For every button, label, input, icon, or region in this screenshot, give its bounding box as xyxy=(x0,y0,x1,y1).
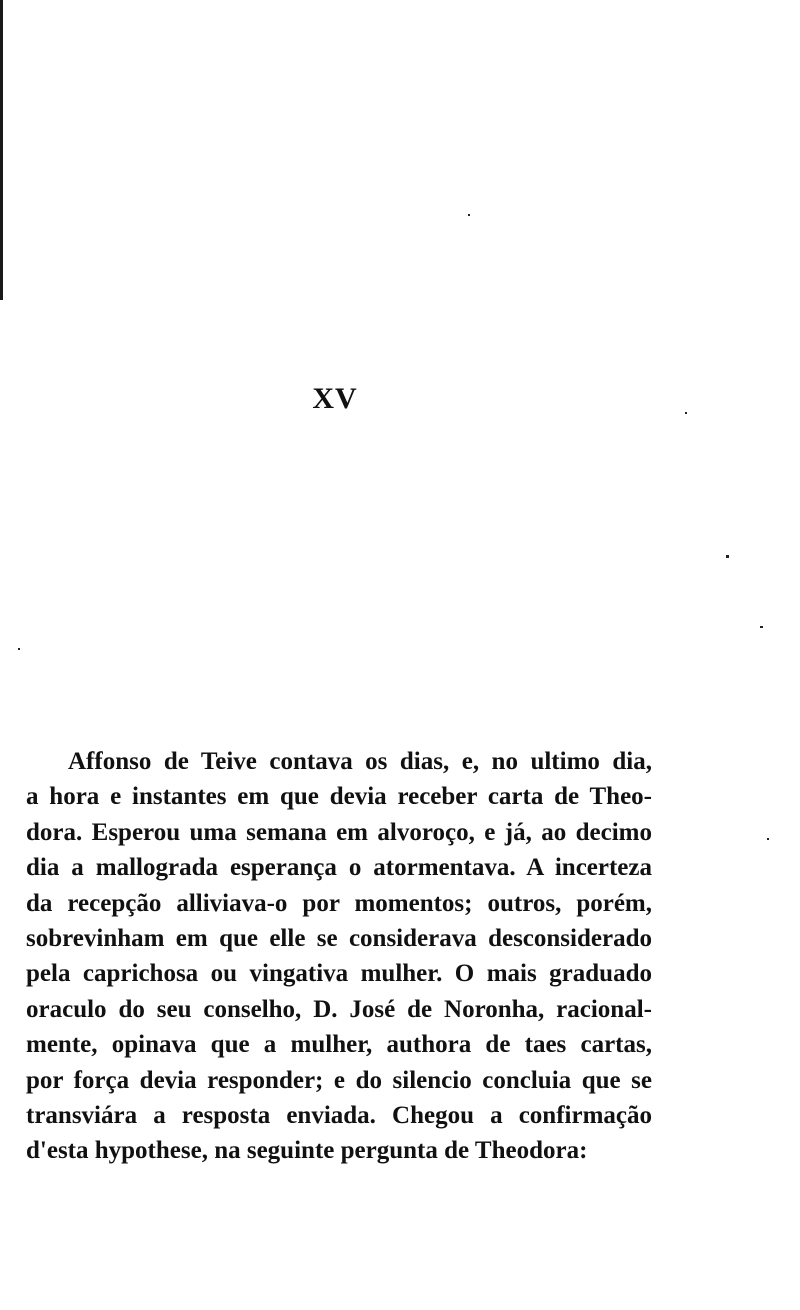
text-line: dia a mallograda esperança o atormentava. A incerteza xyxy=(26,854,652,882)
page-edge-shadow xyxy=(0,0,3,300)
text-line: transviára a resposta enviada. Chegou a confirmação xyxy=(26,1102,652,1130)
ink-speck xyxy=(760,626,763,628)
text-line: sobrevinham em que elle se considerava desconsiderado xyxy=(26,925,652,953)
text-line: oraculo do seu conselho, D. José de Noronha, racional- xyxy=(26,995,652,1023)
body-paragraph xyxy=(26,744,652,1169)
chapter-number: XV xyxy=(312,382,358,415)
ink-speck xyxy=(726,555,729,558)
text-line: da recepção alliviava-o por momentos; outros, porém, xyxy=(26,889,652,917)
text-line: mente, opinava que a mulher, authora de taes cartas, xyxy=(26,1031,652,1059)
text-line: por força devia responder; e do silencio concluia que se xyxy=(26,1066,652,1094)
text-line: Affonso de Teive contava os dias, e, no ultimo dia, xyxy=(68,748,652,775)
ink-speck xyxy=(685,412,687,414)
text-line: dora. Esperou uma semana em alvoroço, e já, ao decimo xyxy=(26,818,652,846)
text-line: a hora e instantes em que devia receber carta de Theo- xyxy=(26,783,652,811)
ink-speck xyxy=(468,214,470,216)
ink-speck xyxy=(767,838,769,840)
ink-speck xyxy=(18,648,20,650)
text-line: d'esta hypothese, na seguinte pergunta de Theodora: xyxy=(26,1137,588,1165)
text-line: pela caprichosa ou vingativa mulher. O mais graduado xyxy=(26,960,652,988)
